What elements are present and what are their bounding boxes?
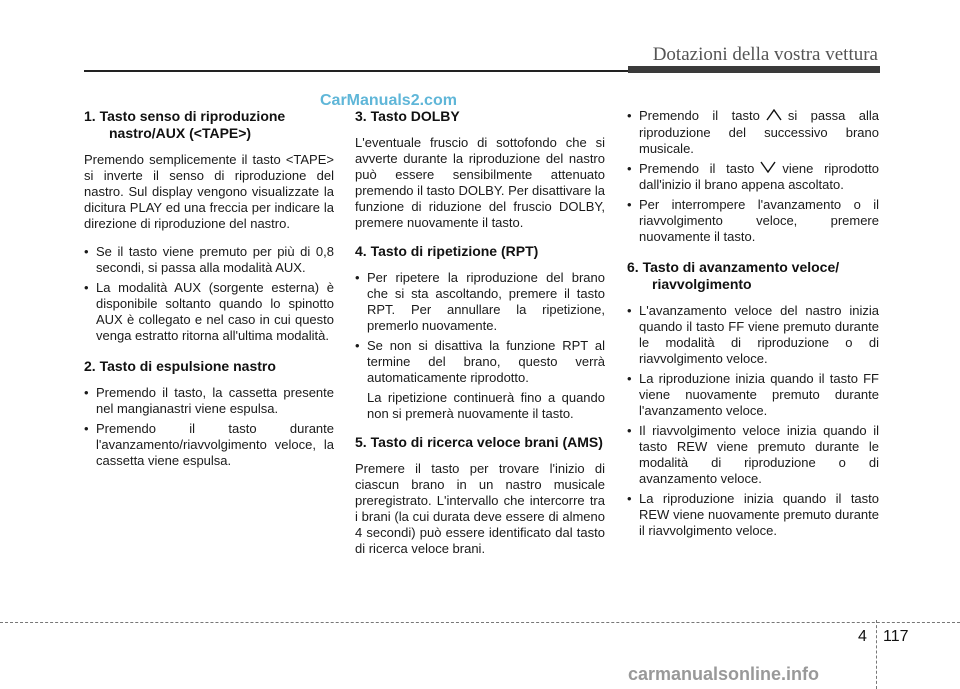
section-6-title: 6. Tasto di avanzamento veloce/ riavvolgimento <box>627 259 840 293</box>
track-buttons-list <box>627 108 879 245</box>
page-number: 117 <box>883 628 909 645</box>
list-item: • Il riavvolgimento veloce inizia quando il tasto REW viene premuto durante le modalità di riproduzione o di avanzamento veloce. <box>627 423 879 487</box>
list-item <box>627 161 879 194</box>
bullet-1-pre: Premendo il tasto <box>639 108 760 123</box>
page-header-title: Dotazioni della vostra vettura <box>652 44 878 65</box>
section-3-title: 3. Tasto DOLBY <box>355 108 460 124</box>
list-item <box>627 108 879 157</box>
section-4-title: 4. Tasto di ripetizione (RPT) <box>355 243 539 259</box>
list-item: • La modalità AUX (sorgente esterna) è disponibile soltanto quando lo spinotto AUX è collegato e nel caso in cui questo venga estratto ritorna all'ultima modalità. <box>84 280 334 344</box>
watermark: CarManuals2.com <box>320 92 457 109</box>
section-1-list <box>84 244 334 344</box>
section-2-title: 2. Tasto di espulsione nastro <box>84 358 276 374</box>
list-item: • Per interrompere l'avanzamento o il riavvolgimento veloce, premere nuovamente il tasto. <box>627 197 879 245</box>
list-item: • La riproduzione inizia quando il tasto FF viene nuovamente premuto durante l'avanzamento veloce. <box>627 371 879 419</box>
list-item: • L'avanzamento veloce del nastro inizia quando il tasto FF viene premuto durante le modalità di riproduzione o di riavvolgimento veloce. <box>627 303 879 367</box>
header-bar <box>628 66 880 73</box>
chevron-down-icon <box>760 161 776 177</box>
column-2 <box>355 108 605 569</box>
list-item: • Se non si disattiva la funzione RPT al termine del brano, questo verrà automaticamente riprodotto. <box>355 338 605 386</box>
header-rule <box>84 70 632 72</box>
footer-rule <box>0 622 960 623</box>
section-3-paragraph: L'eventuale fruscio di sottofondo che si avverte durante la riproduzione del nastro può essere sensibilmente attenuato premendo il tasto DOLBY. Per disattivare la funzione di riduzione del fruscio DOLBY, premere nuovamente il tasto. <box>355 135 605 230</box>
bullet-2-pre: Premendo il tasto <box>639 160 755 176</box>
section-4-list <box>355 270 605 386</box>
section-6-list <box>627 303 879 539</box>
chapter-number: 4 <box>858 628 867 645</box>
section-4-note: La ripetizione continuerà fino a quando non si premerà nuovamente il tasto. <box>367 390 605 421</box>
column-3 <box>627 108 879 553</box>
section-5-paragraph: Premere il tasto per trovare l'inizio di ciascun brano in un nastro musicale preregistrato. L'intervallo che intercorre tra i brani (la cui durata deve essere di almeno 4 secondi) può essere identificato dal tasto di ricerca veloce brani. <box>355 461 605 556</box>
column-1 <box>84 108 334 483</box>
list-item: • Premendo il tasto durante l'avanzamento/riavvolgimento veloce, la cassetta viene espulsa. <box>84 421 334 469</box>
section-2-list <box>84 385 334 469</box>
section-1-title: 1. Tasto senso di riproduzione nastro/AUX (<TAPE>) <box>84 108 286 141</box>
footer-watermark: carmanualsonline.info <box>628 664 820 684</box>
section-1-paragraph: Premendo semplicemente il tasto <TAPE> si inverte il senso di riproduzione del nastro. Sul display vengono visualizzate la dicitura PLAY ed una freccia per indicare la direzione di riproduzione del nastro. <box>84 152 334 231</box>
list-item: • Se il tasto viene premuto per più di 0,8 secondi, si passa alla modalità AUX. <box>84 244 334 276</box>
list-item: • Per ripetere la riproduzione del brano che si sta ascoltando, premere il tasto RPT. Per annullare la ripetizione, premerlo nuovamente. <box>355 270 605 334</box>
list-item: • La riproduzione inizia quando il tasto REW viene nuovamente premuto durante il riavvolgimento veloce. <box>627 491 879 539</box>
footer-divider <box>876 620 877 689</box>
list-item: • Premendo il tasto, la cassetta presente nel mangianastri viene espulsa. <box>84 385 334 417</box>
chevron-up-icon <box>766 109 782 125</box>
bullet-1-post: si passa alla riproduzione del successivo brano musicale. <box>639 108 879 156</box>
bullet-2-post: viene riprodotto dall'inizio il brano appena ascoltato. <box>639 160 879 193</box>
section-5-title: 5. Tasto di ricerca veloce brani (AMS) <box>355 434 603 450</box>
